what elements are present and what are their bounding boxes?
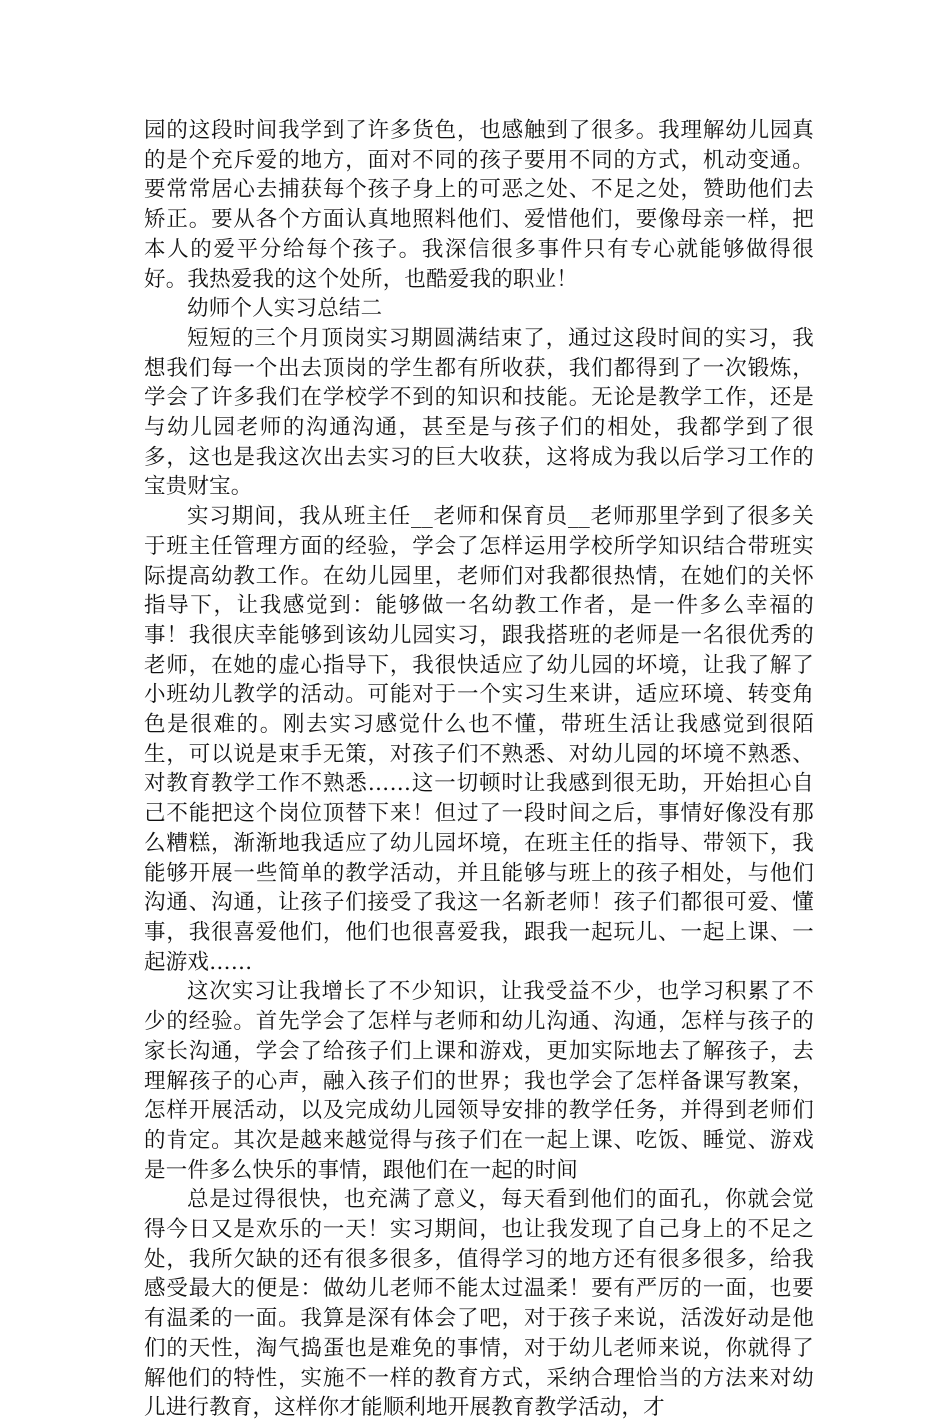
paragraph-intro: 短短的三个月顶岗实习期圆满结束了，通过这段时间的实习，我想我们每一个出去顶岗的学生都有所收获，我们都得到了一次锻炼，学会了许多我们在学校学不到的知识和技能。无论是教学工作，还是与幼儿园老师的沟通沟通，甚至是与孩子们的相处，我都学到了很多，这也是我这次出去实习的巨大收获，这将成为我以后学习工作的宝贵财宝。 (144, 325, 814, 500)
section-heading: 幼师个人实习总结二 (187, 296, 383, 322)
paragraph-continued: 园的这段时间我学到了许多货色，也感触到了很多。我理解幼儿园真的是个充斥爱的地方，面对不同的孩子要用不同的方式，机动变通。要常常居心去捕获每个孩子身上的可恶之处、不足之处，赞助他们去矫正。要从各个方面认真地照料他们、爱惜他们，要像母亲一样，把本人的爱平分给每个孩子。我深信很多事件只有专心就能够做得很好。我热爱我的这个处所，也酷爱我的职业！ (144, 118, 814, 292)
paragraph-knowledge-gained: 这次实习让我增长了不少知识，让我受益不少，也学习积累了不少的经验。首先学会了怎样与老师和幼儿沟通、沟通，怎样与孩子的家长沟通，学会了给孩子们上课和游戏，更加实际地去了解孩子，去理解孩子的心声，融入孩子们的世界；我也学会了怎样备课写教案，怎样开展活动，以及完成幼儿园领导安排的教学任务，并得到老师们的肯定。其次是越来越觉得与孩子们在一起上课、吃饭、睡觉、游戏是一件多么快乐的事情，跟他们在一起的时间 (144, 979, 814, 1183)
document-body (144, 116, 814, 1423)
paragraph-reflection: 总是过得很快，也充满了意义，每天看到他们的面孔，你就会觉得今日又是欢乐的一天！实习期间，也让我发现了自己身上的不足之处，我所欠缺的还有很多很多，值得学习的地方还有很多很多，给我感受最大的便是：做幼儿老师不能太过温柔！要有严厉的一面，也要有温柔的一面。我算是深有体会了吧，对于孩子来说，活泼好动是他们的天性，淘气捣蛋也是难免的事情，对于幼儿老师来说，你就得了解他们的特性，实施不一样的教育方式，采纳合理恰当的方法来对幼儿进行教育，这样你才能顺利地开展教育教学活动，才 (144, 1187, 814, 1421)
paragraph-internship-period: 实习期间，我从班主任__老师和保育员__老师那里学到了很多关于班主任管理方面的经验，学会了怎样运用学校所学知识结合带班实际提高幼教工作。在幼儿园里，老师们对我都很热情，在她们的关怀指导下，让我感觉到：能够做一名幼教工作者，是一件多么幸福的事！我很庆幸能够到该幼儿园实习，跟我搭班的老师是一名很优秀的老师，在她的虚心指导下，我很快适应了幼儿园的坏境，让我了解了小班幼儿教学的活动。可能对于一个实习生来讲，适应环境、转变角色是很难的。刚去实习感觉什么也不懂，带班生活让我感觉到很陌生，可以说是束手无策，对孩子们不熟悉、对幼儿园的坏境不熟悉、对教育教学工作不熟悉……这一切顿时让我感到很无助，开始担心自己不能把这个岗位顶替下来！但过了一段时间之后，事情好像没有那么糟糕，渐渐地我适应了幼儿园坏境，在班主任的指导、带领下，我能够开展一些简单的教学活动，并且能够与班上的孩子相处，与他们沟通、沟通，让孩子们接受了我这一名新老师！孩子们都很可爱、懂事，我很喜爱他们，他们也很喜爱我，跟我一起玩儿、一起上课、一起游戏…… (144, 504, 814, 975)
